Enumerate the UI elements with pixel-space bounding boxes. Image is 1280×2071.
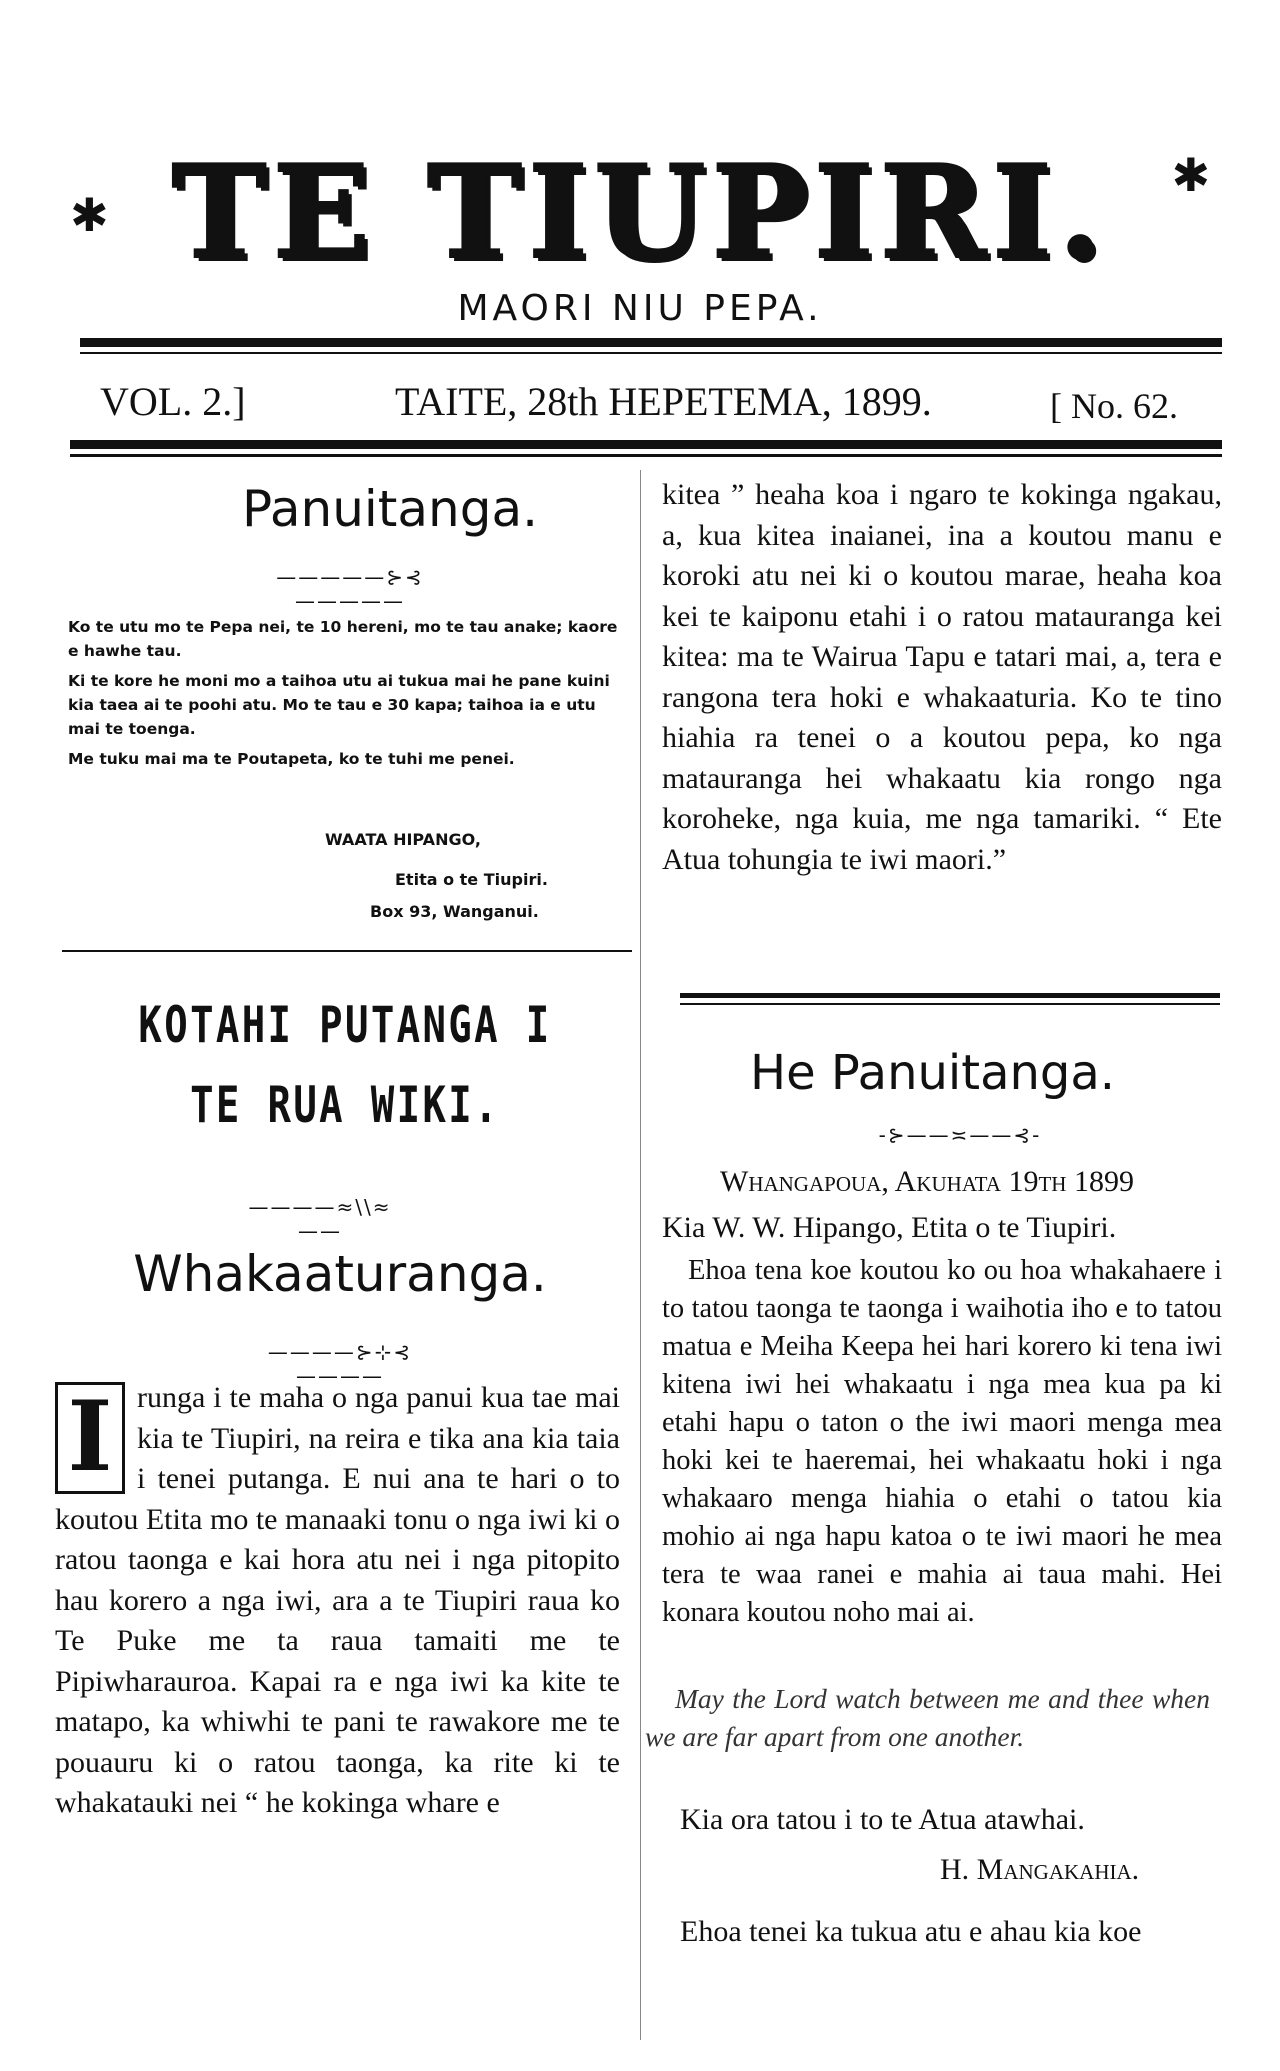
asterisk-left-icon: ✱ [70,188,109,242]
issue-number: [ No. 62. [1050,386,1178,426]
letter-signature: H. Mangakahia. [940,1853,1140,1886]
notice-title: Panuitanga. [241,480,539,538]
newspaper-title: TE TIUPIRI. [171,138,1109,288]
column-divider [640,470,641,2040]
letter-dateline: Whangapoua, Akuhata 19th 1899 [720,1165,1134,1198]
newspaper-subtitle: MAORI NIU PEPA. [457,288,823,329]
right-divider [680,993,1220,998]
signature-role: Etita o te Tiupiri. [395,870,548,889]
issue-rule [70,440,1222,449]
notice-line-1: Ko te utu mo te Pepa nei, te 10 hereni, mo te tau anake; kaore e hawhe tau. [68,618,618,660]
notice-ornament: —————⊱⊰————— [276,565,424,613]
letter-body: Ehoa tena koe koutou ko ou hoa whakahaere i to tatou taonga te taonga i waihotia iho e to tatou matua e Meiha Keepa hei hari korero ki tena iwi kitena iwi hei whakaatu i nga mea kua pa ki etahi hapu o taton o the iwi maori menga mea hoki kei te haeremai, hei whakaatu hoki i nga whakaaro menga hiahia o etahi o tatou kia mohio ai nga hapu katoa o te iwi maori he mea tera te waa ranei e mahia ai taua mahi. Hei konara koutou noho mai ai. [662,1255,1222,1628]
section-title: Whakaaturanga. [133,1245,547,1303]
frequency-banner: KOTAHI PUTANGA I TE RUA WIKI. [138,996,552,1134]
section-ornament: ————⊱⊹⊰———— [267,1340,413,1388]
volume-label: VOL. 2.] [100,379,246,424]
notice-line-2: Ki te kore he moni mo a taihoa utu ai tukua mai he pane kuini kia taea ai te poohi atu. Mo te tau e 30 kapa; taihoa ia e utu mai te toenga. [68,672,610,738]
final-line: Ehoa tenei ka tukua atu e ahau kia koe [680,1915,1142,1948]
notice-body [68,615,628,771]
notice2-title: He Panuitanga. [750,1045,1116,1101]
issue-date: TAITE, 28th HEPETEMA, 1899. [395,379,932,424]
letter-quote: May the Lord watch between me and thee when we are far apart from one another. [645,1683,1210,1752]
asterisk-right-icon: ✱ [1171,148,1210,202]
notice-line-3: Me tuku mai ma te Poutapeta, ko te tuhi me penei. [68,750,515,768]
left-divider [62,950,632,952]
drop-cap: I [55,1382,125,1494]
masthead [60,138,1220,288]
notice2-ornament: -⊱——≍——⊰- [878,1123,1042,1147]
masthead-rule-thin [80,352,1222,354]
letter-addressee: Kia W. W. Hipango, Etita o te Tiupiri. [662,1211,1117,1244]
right-divider-thin [680,1003,1220,1005]
continued-text: kitea ” heaha koa i ngaro te kokinga ngakau, a, kua kitea inaianei, ina a koutou manu e koroki atu nei ki o koutou marae, heaha koa kei te kaiponu etahi i o ratou matauranga kei kitea: ma te Wairua Tapu e tatari mai, a, tera e rangona tera hoki e whakaaturia. Ko te tino hiahia ra tenei o a koutou pepa, ko nga matauranga hei whakaatu kia rongo nga koroheke, nga kuia, me nga tamariki. “ Ete Atua tohungia te iwi maori.” [662,478,1222,876]
article-body [55,1378,620,2028]
issue-rule-thin [70,454,1222,457]
article-text: runga i te maha o nga panui kua tae mai kia te Tiupiri, na reira e tika ana kia taia i tenei putanga. E nui ana te hari o to koutou Etita mo te manaaki tonu o nga iwi ki o ratou taonga e kai hora atu nei i nga pitopito hau korero a nga iwi, ara a te Tiupiri raua ko Te Puke me ta raua tamaiti me te Pipiwharauroa. Kapai ra e nga iwi ka kite te matapo, ka whiwhi te pani te rawakore me te pouauru ki o ratou taonga, ka rite ki te whakatauki nei “ he kokinga whare e [55,1381,620,1819]
signature-name: WAATA HIPANGO, [325,830,481,849]
banner-ornament: ————≈\\≈—— [248,1195,392,1243]
masthead-rule [80,338,1222,347]
signature-address: Box 93, Wanganui. [370,902,539,921]
letter-closing: Kia ora tatou i to te Atua atawhai. [680,1803,1085,1836]
